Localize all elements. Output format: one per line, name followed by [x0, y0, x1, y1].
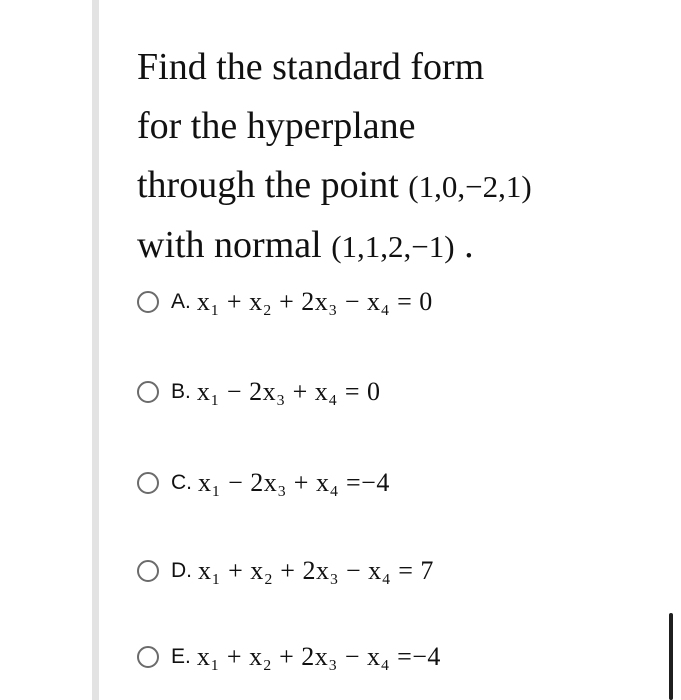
question-line-1: Find the standard form	[137, 46, 485, 88]
option-c[interactable]	[137, 463, 390, 503]
question-line-2: for the hyperplane	[137, 105, 416, 147]
radio-option-d[interactable]	[137, 560, 159, 582]
radio-option-c[interactable]	[137, 472, 159, 494]
scrollbar-thumb[interactable]	[669, 613, 673, 700]
question-line-4	[137, 216, 657, 276]
option-a-letter: A.	[171, 290, 191, 313]
option-d-letter: D.	[171, 559, 192, 582]
option-e-letter: E.	[171, 645, 191, 668]
option-e[interactable]	[137, 637, 441, 677]
question-line-3	[137, 156, 657, 216]
radio-option-a[interactable]	[137, 291, 159, 313]
question-text	[137, 38, 657, 276]
option-b-equation: x₁ − 2x₃ + x₄ = 0	[196, 377, 381, 406]
option-c-equation: x₁ − 2x₃ + x₄ =−4	[198, 468, 390, 497]
option-a[interactable]	[137, 282, 433, 322]
point-coordinates: (1,0,−2,1)	[408, 169, 532, 204]
left-border-rule	[92, 0, 99, 700]
option-b[interactable]	[137, 372, 381, 412]
radio-option-b[interactable]	[137, 381, 159, 403]
normal-vector: (1,1,2,−1)	[331, 229, 455, 264]
question-period: .	[454, 224, 474, 266]
radio-option-e[interactable]	[137, 646, 159, 668]
option-d-equation: x₁ + x₂ + 2x₃ − x₄ = 7	[198, 556, 434, 585]
question-line-4-text: with normal	[137, 224, 332, 266]
option-c-letter: C.	[171, 471, 192, 494]
question-line-3-text: through the point	[137, 164, 409, 206]
option-a-equation: x₁ + x₂ + 2x₃ − x₄ = 0	[196, 287, 433, 316]
option-b-letter: B.	[171, 380, 191, 403]
option-d[interactable]	[137, 551, 434, 591]
option-e-equation: x₁ + x₂ + 2x₃ − x₄ =−4	[196, 642, 441, 671]
